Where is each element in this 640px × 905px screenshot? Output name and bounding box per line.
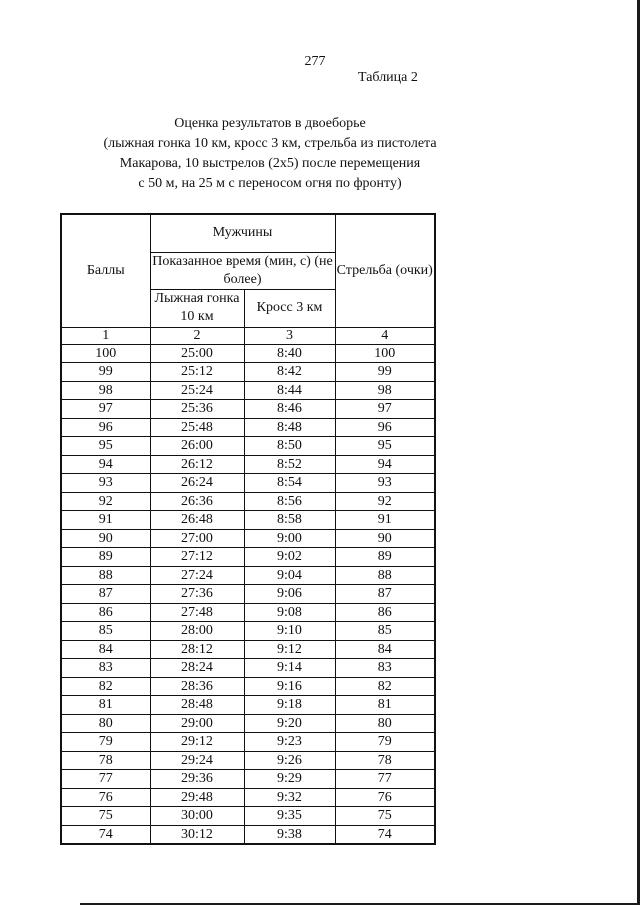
table-row xyxy=(61,770,435,789)
table-row xyxy=(61,714,435,733)
table-label: Таблица 2 xyxy=(358,70,418,85)
table-row xyxy=(61,696,435,715)
table-row xyxy=(61,492,435,511)
cell-shooting: 78 xyxy=(335,751,435,770)
column-number: 3 xyxy=(244,327,335,344)
cell-cross-time: 9:18 xyxy=(244,696,335,715)
cell-points: 99 xyxy=(61,363,150,382)
table-row xyxy=(61,622,435,641)
cell-shooting: 74 xyxy=(335,825,435,844)
cell-cross-time: 9:35 xyxy=(244,807,335,826)
cell-points: 93 xyxy=(61,474,150,493)
title-line: Макарова, 10 выстрелов (2x5) после перемещения xyxy=(119,156,421,171)
header-shooting: Стрельба (очки) xyxy=(335,214,435,327)
header-ski: Лыжная гонка 10 км xyxy=(150,289,244,327)
cell-ski-time: 28:36 xyxy=(150,677,244,696)
cell-shooting: 91 xyxy=(335,511,435,530)
cell-points: 75 xyxy=(61,807,150,826)
cell-shooting: 89 xyxy=(335,548,435,567)
table-row xyxy=(61,566,435,585)
table-row xyxy=(61,511,435,530)
table-row xyxy=(61,640,435,659)
header-shown-time: Показанное время (мин, с) (не более) xyxy=(150,252,335,289)
cell-cross-time: 8:56 xyxy=(244,492,335,511)
cell-ski-time: 27:36 xyxy=(150,585,244,604)
cell-points: 92 xyxy=(61,492,150,511)
results-table xyxy=(60,213,436,845)
table-row xyxy=(61,344,435,363)
cell-cross-time: 9:14 xyxy=(244,659,335,678)
cell-points: 95 xyxy=(61,437,150,456)
cell-shooting: 86 xyxy=(335,603,435,622)
cell-shooting: 82 xyxy=(335,677,435,696)
cell-cross-time: 9:12 xyxy=(244,640,335,659)
title-line: (лыжная гонка 10 км, кросс 3 км, стрельба из пистолета xyxy=(103,136,437,151)
table-row xyxy=(61,807,435,826)
cell-cross-time: 9:38 xyxy=(244,825,335,844)
cell-cross-time: 8:58 xyxy=(244,511,335,530)
cell-shooting: 80 xyxy=(335,714,435,733)
cell-points: 84 xyxy=(61,640,150,659)
cell-points: 89 xyxy=(61,548,150,567)
cell-ski-time: 27:00 xyxy=(150,529,244,548)
table-row xyxy=(61,788,435,807)
column-number: 2 xyxy=(150,327,244,344)
cell-ski-time: 27:24 xyxy=(150,566,244,585)
cell-points: 80 xyxy=(61,714,150,733)
table-row xyxy=(61,381,435,400)
cell-points: 78 xyxy=(61,751,150,770)
table-title xyxy=(40,114,500,194)
cell-cross-time: 8:44 xyxy=(244,381,335,400)
cell-ski-time: 25:00 xyxy=(150,344,244,363)
cell-cross-time: 9:06 xyxy=(244,585,335,604)
cell-ski-time: 29:00 xyxy=(150,714,244,733)
cell-ski-time: 25:36 xyxy=(150,400,244,419)
page-number: 277 xyxy=(304,54,326,69)
cell-cross-time: 9:26 xyxy=(244,751,335,770)
column-number: 4 xyxy=(335,327,435,344)
cell-ski-time: 25:12 xyxy=(150,363,244,382)
cell-cross-time: 8:40 xyxy=(244,344,335,363)
table-row xyxy=(61,474,435,493)
table-row xyxy=(61,825,435,844)
cell-ski-time: 29:12 xyxy=(150,733,244,752)
cell-ski-time: 26:12 xyxy=(150,455,244,474)
cell-shooting: 84 xyxy=(335,640,435,659)
table-row xyxy=(61,659,435,678)
cell-points: 98 xyxy=(61,381,150,400)
cell-ski-time: 25:24 xyxy=(150,381,244,400)
cell-ski-time: 28:24 xyxy=(150,659,244,678)
cell-shooting: 99 xyxy=(335,363,435,382)
cell-shooting: 76 xyxy=(335,788,435,807)
cell-cross-time: 8:52 xyxy=(244,455,335,474)
cell-cross-time: 8:46 xyxy=(244,400,335,419)
table-row xyxy=(61,418,435,437)
cell-cross-time: 9:20 xyxy=(244,714,335,733)
cell-points: 82 xyxy=(61,677,150,696)
cell-cross-time: 8:54 xyxy=(244,474,335,493)
cell-ski-time: 27:12 xyxy=(150,548,244,567)
cell-points: 85 xyxy=(61,622,150,641)
cell-ski-time: 26:48 xyxy=(150,511,244,530)
table-header xyxy=(61,214,435,344)
cell-ski-time: 29:48 xyxy=(150,788,244,807)
cell-ski-time: 29:36 xyxy=(150,770,244,789)
cell-points: 87 xyxy=(61,585,150,604)
cell-shooting: 100 xyxy=(335,344,435,363)
cell-points: 81 xyxy=(61,696,150,715)
cell-shooting: 98 xyxy=(335,381,435,400)
table-row xyxy=(61,455,435,474)
cell-points: 94 xyxy=(61,455,150,474)
cell-shooting: 94 xyxy=(335,455,435,474)
table-body xyxy=(61,344,435,844)
cell-shooting: 75 xyxy=(335,807,435,826)
cell-shooting: 85 xyxy=(335,622,435,641)
cell-shooting: 88 xyxy=(335,566,435,585)
cell-shooting: 96 xyxy=(335,418,435,437)
cell-ski-time: 28:00 xyxy=(150,622,244,641)
cell-cross-time: 9:08 xyxy=(244,603,335,622)
cell-cross-time: 9:04 xyxy=(244,566,335,585)
table-row xyxy=(61,733,435,752)
cell-shooting: 90 xyxy=(335,529,435,548)
table-row xyxy=(61,400,435,419)
cell-ski-time: 28:48 xyxy=(150,696,244,715)
cell-points: 96 xyxy=(61,418,150,437)
cell-ski-time: 30:00 xyxy=(150,807,244,826)
cell-shooting: 92 xyxy=(335,492,435,511)
table-row xyxy=(61,548,435,567)
cell-cross-time: 9:02 xyxy=(244,548,335,567)
cell-ski-time: 25:48 xyxy=(150,418,244,437)
cell-points: 74 xyxy=(61,825,150,844)
title-line: Оценка результатов в двоеборье xyxy=(174,116,366,131)
cell-cross-time: 9:10 xyxy=(244,622,335,641)
table-row xyxy=(61,751,435,770)
cell-points: 91 xyxy=(61,511,150,530)
cell-points: 76 xyxy=(61,788,150,807)
table-row xyxy=(61,677,435,696)
cell-cross-time: 9:00 xyxy=(244,529,335,548)
cell-points: 86 xyxy=(61,603,150,622)
cell-shooting: 77 xyxy=(335,770,435,789)
cell-points: 100 xyxy=(61,344,150,363)
cell-ski-time: 28:12 xyxy=(150,640,244,659)
column-number: 1 xyxy=(61,327,150,344)
table-row xyxy=(61,529,435,548)
cell-points: 77 xyxy=(61,770,150,789)
header-cross: Кросс 3 км xyxy=(244,289,335,327)
cell-shooting: 81 xyxy=(335,696,435,715)
title-line: с 50 м, на 25 м с переносом огня по фронту) xyxy=(138,176,402,191)
cell-cross-time: 9:32 xyxy=(244,788,335,807)
column-number-row xyxy=(61,327,435,344)
cell-shooting: 83 xyxy=(335,659,435,678)
cell-ski-time: 29:24 xyxy=(150,751,244,770)
cell-shooting: 87 xyxy=(335,585,435,604)
cell-ski-time: 30:12 xyxy=(150,825,244,844)
cell-points: 97 xyxy=(61,400,150,419)
header-points: Баллы xyxy=(61,214,150,327)
cell-points: 88 xyxy=(61,566,150,585)
cell-shooting: 95 xyxy=(335,437,435,456)
table-row xyxy=(61,585,435,604)
cell-shooting: 79 xyxy=(335,733,435,752)
header-men: Мужчины xyxy=(150,214,335,252)
cell-cross-time: 9:23 xyxy=(244,733,335,752)
cell-ski-time: 27:48 xyxy=(150,603,244,622)
cell-cross-time: 8:48 xyxy=(244,418,335,437)
cell-cross-time: 8:50 xyxy=(244,437,335,456)
cell-shooting: 97 xyxy=(335,400,435,419)
table-row xyxy=(61,363,435,382)
cell-ski-time: 26:00 xyxy=(150,437,244,456)
cell-points: 90 xyxy=(61,529,150,548)
table-row xyxy=(61,437,435,456)
cell-points: 83 xyxy=(61,659,150,678)
cell-points: 79 xyxy=(61,733,150,752)
cell-cross-time: 9:29 xyxy=(244,770,335,789)
table-row xyxy=(61,603,435,622)
cell-cross-time: 9:16 xyxy=(244,677,335,696)
cell-shooting: 93 xyxy=(335,474,435,493)
cell-ski-time: 26:36 xyxy=(150,492,244,511)
cell-cross-time: 8:42 xyxy=(244,363,335,382)
cell-ski-time: 26:24 xyxy=(150,474,244,493)
